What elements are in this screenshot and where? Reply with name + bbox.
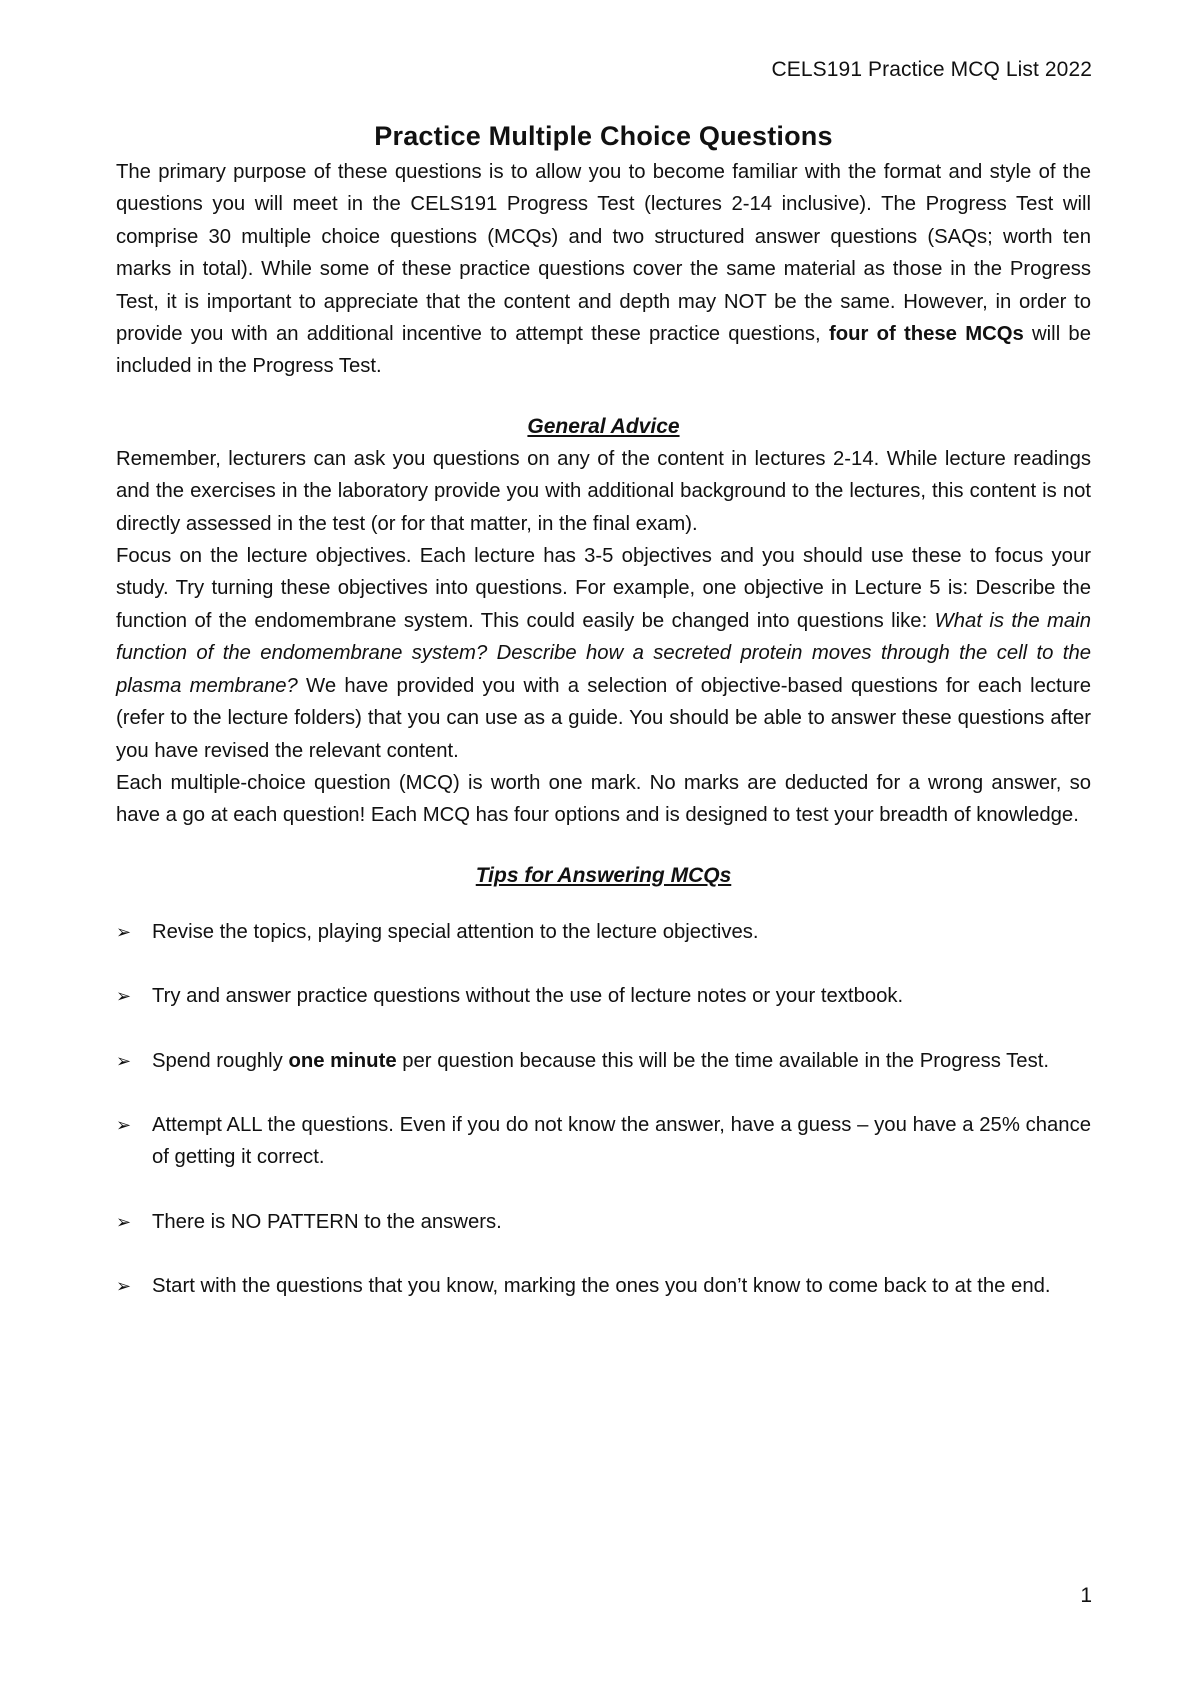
intro-bold-text: four of these MCQs <box>828 323 1024 346</box>
page-number: 1 <box>1080 1584 1092 1607</box>
tip-text-pre: Spend roughly <box>152 1049 289 1072</box>
arrowhead-bullet-icon: ➢ <box>116 921 132 942</box>
general-advice-p2-text-1: Focus on the lecture objectives. Each lecture has 3-5 objectives and you should use these to focus your study. Try turning these objectives into questions. For example, one objective in Lecture 5 is: Describe the function of the endomembrane system. This could easily be changed into questions like: <box>116 545 1091 632</box>
tips-list <box>116 916 1091 1303</box>
general-advice-p2-text-2: We have provided you with a selection of objective-based questions for each lecture (refer to the lecture folders) that you can use as a guide. You should be able to answer these questions after you have revised the relevant content. <box>116 674 1091 762</box>
intro-text-part1: The primary purpose of these questions is to allow you to become familiar with the format and style of the questions you will meet in the CELS191 Progress Test (lectures 2-14 inclusive). The Progress Test will comprise 30 multiple choice questions (MCQs) and two structured answer questions (SAQs; worth ten marks in total). While some of these practice questions cover the same material as those in the Progress Test, it is important to appreciate that the content and depth may NOT be the same. However, in order to provide you with an additional incentive to attempt these practice questions, <box>116 161 1091 346</box>
running-header: CELS191 Practice MCQ List 2022 <box>771 58 1092 81</box>
tip-text-post: per question because this will be the time available in the Progress Test. <box>396 1049 1049 1072</box>
tip-item <box>116 1045 1091 1077</box>
general-advice-paragraph-1: Remember, lecturers can ask you questions on any of the content in lectures 2-14. While lecture readings and the exercises in the laboratory provide you with additional background to the lectures, this content is not directly assessed in the test (or for that matter, in the final exam). <box>116 447 1091 535</box>
general-advice-p2-italic: What is the main function of the endomembrane system? Describe how a secreted protein moves through the cell to the plasma membrane? <box>116 609 1091 697</box>
general-advice-paragraph-3: Each multiple-choice question (MCQ) is worth one mark. No marks are deducted for a wrong answer, so have a go at each question! Each MCQ has four options and is designed to test your breadth of knowledge. <box>116 771 1091 827</box>
general-advice-heading: General Advice <box>527 414 680 438</box>
intro-paragraph <box>116 156 1091 383</box>
tip-text: Attempt ALL the questions. Even if you do not know the answer, have a guess – you have a 25% chance of getting it correct. <box>152 1113 1091 1169</box>
tip-text: There is NO PATTERN to the answers. <box>152 1210 502 1233</box>
tip-text: Revise the topics, playing special attention to the lecture objectives. <box>152 920 759 943</box>
tips-list-wrapper <box>116 916 1091 1303</box>
general-advice-paragraph-2 <box>116 540 1091 767</box>
tip-item <box>116 1206 1091 1238</box>
intro-text-part2: will be included in the Progress Test. <box>116 323 1091 378</box>
tip-item <box>116 916 1091 948</box>
tips-heading: Tips for Answering MCQs <box>475 863 732 887</box>
page-title: Practice Multiple Choice Questions <box>374 121 833 151</box>
arrowhead-bullet-icon: ➢ <box>116 986 132 1007</box>
arrowhead-bullet-icon: ➢ <box>116 1050 132 1071</box>
page-content <box>116 116 1091 1303</box>
arrowhead-bullet-icon: ➢ <box>116 1211 132 1232</box>
arrowhead-bullet-icon: ➢ <box>116 1114 132 1135</box>
tip-bold-text: one minute <box>288 1049 397 1072</box>
tip-item <box>116 980 1091 1012</box>
tip-item <box>116 1109 1091 1174</box>
tip-text: Start with the questions that you know, marking the ones you don’t know to come back to at the end. <box>152 1275 1051 1298</box>
tip-item <box>116 1270 1091 1302</box>
arrowhead-bullet-icon: ➢ <box>116 1276 132 1297</box>
tip-text: Try and answer practice questions without the use of lecture notes or your textbook. <box>152 985 904 1008</box>
